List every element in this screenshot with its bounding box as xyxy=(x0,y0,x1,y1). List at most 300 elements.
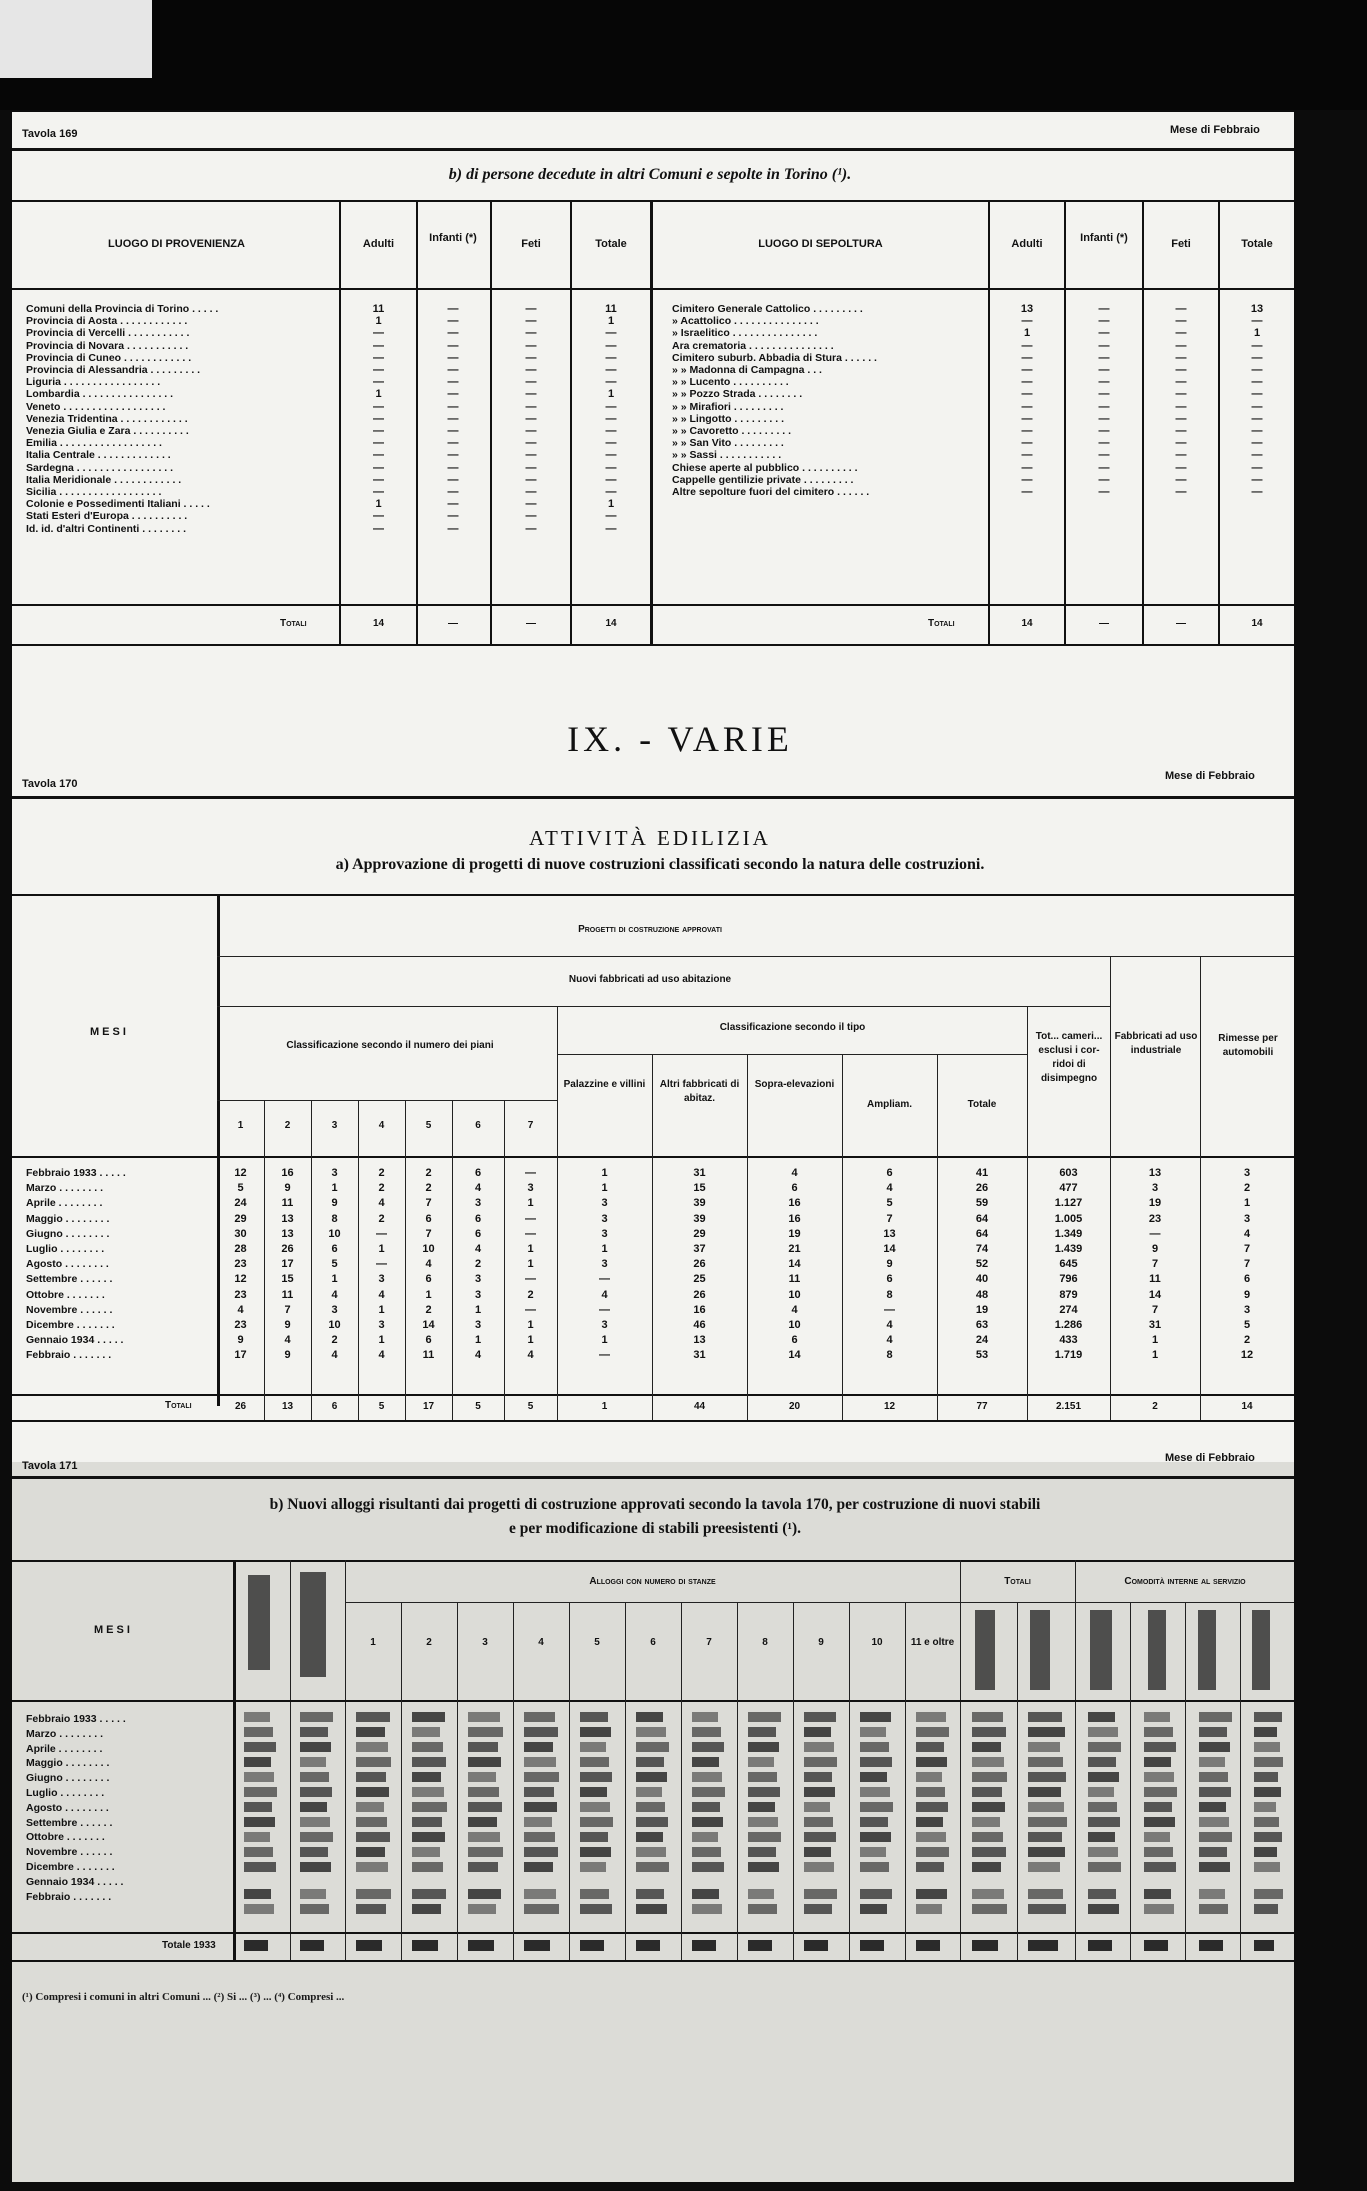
illegible-cell xyxy=(524,1757,556,1767)
rule xyxy=(12,1156,1294,1158)
t171-total-label: Totale 1933 xyxy=(162,1940,216,1951)
cell: 28 xyxy=(234,1243,247,1256)
illegible-cell xyxy=(748,1757,774,1767)
illegible-cell xyxy=(356,1802,384,1812)
illegible-cell xyxy=(804,1787,835,1797)
cell: 1 xyxy=(607,388,615,401)
cell: — xyxy=(1175,473,1187,486)
header-totale-2: Totale xyxy=(1241,238,1273,250)
illegible-cell xyxy=(524,1712,555,1722)
illegible-cell xyxy=(244,1757,271,1767)
illegible-cell xyxy=(524,1787,554,1797)
rule xyxy=(345,1602,1294,1603)
cell: — xyxy=(1098,473,1110,486)
illegible-cell xyxy=(916,1787,945,1797)
cell: — xyxy=(525,461,537,474)
cell: — xyxy=(605,473,617,486)
month-row: Febbraio . . . . . . . xyxy=(26,1890,112,1903)
illegible-cell xyxy=(804,1904,832,1914)
room-number-header: 10 xyxy=(871,1637,883,1648)
cell: 39 xyxy=(693,1212,706,1225)
illegible-cell xyxy=(580,1889,609,1899)
cell: — xyxy=(525,351,537,364)
attivita-edilizia-heading: ATTIVITÀ EDILIZIA xyxy=(529,826,771,850)
cell: — xyxy=(373,473,384,486)
illegible-cell xyxy=(1254,1847,1277,1857)
cell: — xyxy=(373,376,384,389)
cell: 6 xyxy=(474,1227,482,1240)
cell: 16 xyxy=(281,1167,294,1179)
cell: — xyxy=(447,388,459,401)
floor-column xyxy=(358,1166,405,1364)
provenance-list xyxy=(26,303,218,535)
burial-row: » » Sassi . . . . . . . . . . . xyxy=(672,449,782,462)
room-number-header: 2 xyxy=(426,1637,432,1648)
illegible-cell xyxy=(1254,1757,1283,1767)
illegible-cell xyxy=(300,1772,329,1782)
illegible-total xyxy=(804,1940,828,1951)
cell: — xyxy=(605,425,617,438)
cell: 1.719 xyxy=(1054,1349,1083,1362)
cell: 26 xyxy=(281,1243,294,1256)
total-adults: 14 xyxy=(372,618,385,629)
cell: 645 xyxy=(1059,1258,1078,1271)
illegible-cell xyxy=(1144,1817,1175,1827)
cell: — xyxy=(1175,449,1187,462)
cell: 9 xyxy=(284,1182,291,1195)
provenance-row: Sicilia . . . . . . . . . . . . . . . . . . xyxy=(26,486,162,499)
illegible-cell xyxy=(1144,1802,1172,1812)
illegible-cell xyxy=(1199,1862,1230,1872)
provenance-row: Liguria . . . . . . . . . . . . . . . . . xyxy=(26,376,161,389)
illegible-cell xyxy=(356,1712,390,1722)
cell: — xyxy=(525,1303,536,1316)
illegible-cell xyxy=(524,1772,559,1782)
month-row: Novembre . . . . . . xyxy=(26,1303,113,1316)
illegible-cell xyxy=(748,1904,777,1914)
cell: 1 xyxy=(378,1334,385,1347)
burial-row: Cimitero Generale Cattolico . . . . . . . . . xyxy=(672,303,863,315)
cell: — xyxy=(447,437,459,450)
cell: — xyxy=(373,510,384,523)
cell: 1.439 xyxy=(1054,1243,1083,1256)
cell: — xyxy=(525,412,537,425)
illegible-cell xyxy=(468,1832,500,1842)
illegible-cell xyxy=(972,1862,1001,1872)
illegible-cell xyxy=(636,1862,669,1872)
illegible-cell xyxy=(692,1847,721,1857)
rule xyxy=(12,1394,1294,1396)
provenance-row: Colonie e Possedimenti Italiani . . . . . xyxy=(26,498,210,511)
cell: — xyxy=(605,449,617,462)
month-row: Dicembre . . . . . . . xyxy=(26,1860,115,1873)
cell: — xyxy=(1251,388,1263,401)
illegible-cell xyxy=(1254,1802,1276,1812)
cell: 74 xyxy=(975,1243,989,1256)
totals-header: Totali xyxy=(1004,1576,1031,1587)
cell: 31 xyxy=(693,1167,706,1179)
cell: 3 xyxy=(378,1319,385,1332)
illegible-cell xyxy=(972,1757,1004,1767)
month-row: Dicembre . . . . . . . xyxy=(26,1319,115,1332)
illegible-cell xyxy=(468,1889,501,1899)
month-row: Ottobre . . . . . . . xyxy=(26,1831,105,1844)
totali-label: Totali xyxy=(280,618,307,629)
cell: 8 xyxy=(886,1349,893,1362)
cell: — xyxy=(373,522,384,535)
total-infants: — xyxy=(448,618,458,629)
cell: — xyxy=(1021,339,1033,352)
type-header: Altri fabbricati di abitaz. xyxy=(659,1079,740,1104)
cell: — xyxy=(373,327,384,340)
illegible-cell xyxy=(412,1712,445,1722)
illegible-cell xyxy=(524,1817,552,1827)
illegible-cell xyxy=(636,1787,662,1797)
illegible-cell xyxy=(1254,1787,1281,1797)
cell: — xyxy=(599,1349,610,1362)
provenance-row: Provincia di Alessandria . . . . . . . . . xyxy=(26,364,201,377)
cell: — xyxy=(447,510,459,523)
cell: 3 xyxy=(474,1197,482,1210)
illegible-cell xyxy=(244,1832,270,1842)
illegible-total xyxy=(860,1940,884,1951)
cell: — xyxy=(373,400,384,413)
cell: 7 xyxy=(1151,1303,1159,1316)
cell: — xyxy=(605,327,617,340)
t171-title-2: e per modificazione di stabili preesistenti (¹). xyxy=(508,1520,802,1537)
adults-column xyxy=(341,303,416,535)
adults-column-2 xyxy=(990,303,1064,498)
illegible-cell xyxy=(860,1817,888,1827)
floor-column xyxy=(217,1166,264,1364)
illegible-cell xyxy=(412,1832,445,1842)
cell: 1 xyxy=(375,388,382,401)
burial-row: » » Madonna di Campagna . . . xyxy=(672,364,822,377)
illegible-cell xyxy=(580,1712,608,1722)
cell: — xyxy=(605,339,617,352)
cell: 4 xyxy=(331,1288,338,1301)
cell: 1 xyxy=(331,1273,338,1286)
provenance-row: Comuni della Provincia di Torino . . . . . xyxy=(26,303,219,315)
burial-row: » » San Vito . . . . . . . . . xyxy=(672,437,784,450)
illegible-cell xyxy=(580,1802,610,1812)
cell: — xyxy=(1251,486,1263,499)
rule xyxy=(12,1560,1294,1562)
cell: — xyxy=(525,486,537,499)
provenance-row: Italia Meridionale . . . . . . . . . . . . xyxy=(26,473,182,486)
illegible-cell xyxy=(916,1889,947,1899)
illegible-cell xyxy=(748,1727,776,1737)
cell: 1 xyxy=(1243,1197,1251,1210)
scan-border-top xyxy=(0,0,1367,110)
provenance-row: Id. id. d'altri Continenti . . . . . . . . xyxy=(26,522,186,535)
cell: — xyxy=(1098,400,1110,413)
illegible-cell xyxy=(468,1742,498,1752)
cell: — xyxy=(447,449,459,462)
col-divider xyxy=(1240,1602,1241,1960)
illegible-total xyxy=(636,1940,660,1951)
cell: — xyxy=(1021,412,1033,425)
illegible-cell xyxy=(524,1862,553,1872)
illegible-cell xyxy=(692,1832,718,1842)
col-divider xyxy=(849,1602,850,1960)
month-ref-169: Mese di Febbraio xyxy=(1170,124,1260,136)
cell: — xyxy=(599,1273,610,1286)
provenance-row: Sardegna . . . . . . . . . . . . . . . . . xyxy=(26,461,174,474)
cell: — xyxy=(1251,437,1263,450)
floor-number-header: 6 xyxy=(475,1120,481,1131)
cell: 2 xyxy=(378,1167,385,1179)
illegible-cell xyxy=(244,1742,276,1752)
illegible-cell xyxy=(244,1862,276,1872)
cell: 12 xyxy=(234,1273,247,1286)
cell: 1 xyxy=(331,1182,338,1195)
illegible-cell xyxy=(748,1772,777,1782)
floors-header: Classificazione secondo il numero dei piani xyxy=(286,1040,494,1051)
cell: 4 xyxy=(886,1182,893,1195)
room-number-header: 6 xyxy=(650,1637,656,1648)
cell: — xyxy=(1098,351,1110,364)
cell: — xyxy=(373,339,384,352)
col-divider xyxy=(401,1602,402,1960)
cell: — xyxy=(447,376,459,389)
illegible-cell xyxy=(1088,1847,1118,1857)
cell: — xyxy=(1251,412,1263,425)
header-adulti-2: Adulti xyxy=(1011,238,1043,250)
illegible-cell xyxy=(412,1847,440,1857)
cell: — xyxy=(447,327,459,340)
cell: 8 xyxy=(331,1212,338,1225)
cell: — xyxy=(525,400,537,413)
cell: 64 xyxy=(975,1227,989,1240)
cell: — xyxy=(447,522,459,535)
rule xyxy=(12,1932,1294,1934)
illegible-cell xyxy=(860,1727,886,1737)
burial-row: Altre sepolture fuori del cimitero . . . . . . xyxy=(672,486,870,499)
cell: — xyxy=(1098,437,1110,450)
cell: 6 xyxy=(886,1273,893,1286)
illegible-cell xyxy=(636,1832,663,1842)
cell: 1 xyxy=(1151,1334,1159,1347)
illegible-cell xyxy=(524,1802,557,1812)
cell: 63 xyxy=(975,1319,989,1332)
cell: — xyxy=(447,498,459,511)
cell: — xyxy=(1175,388,1187,401)
cell: — xyxy=(525,1273,536,1286)
cell: 6 xyxy=(1243,1273,1251,1286)
illegible-cell xyxy=(860,1802,893,1812)
cell: 1.127 xyxy=(1054,1197,1083,1210)
illegible-total xyxy=(1254,1940,1274,1951)
col-divider xyxy=(1185,1602,1186,1960)
illegible-cell xyxy=(748,1862,779,1872)
illegible-cell xyxy=(300,1862,331,1872)
cell: 13 xyxy=(1148,1167,1162,1179)
illegible-cell xyxy=(356,1817,387,1827)
illegible-cell xyxy=(580,1832,608,1842)
type-column xyxy=(842,1166,937,1364)
cell: 15 xyxy=(693,1182,706,1195)
cell: — xyxy=(1021,315,1033,328)
cell: 14 xyxy=(788,1349,801,1362)
cell: 3 xyxy=(601,1212,608,1225)
illegible-cell xyxy=(468,1862,498,1872)
cell: — xyxy=(1251,425,1263,438)
cell: 9 xyxy=(1243,1288,1251,1301)
illegible-cell xyxy=(804,1802,830,1812)
illegible-cell xyxy=(468,1727,503,1737)
illegible-cell xyxy=(804,1772,832,1782)
type-header: Totale xyxy=(967,1099,997,1110)
cell: 4 xyxy=(331,1349,338,1362)
illegible-cell xyxy=(916,1847,949,1857)
illegible-total xyxy=(244,1940,268,1951)
cell: 1 xyxy=(1151,1349,1159,1362)
illegible-cell xyxy=(636,1742,669,1752)
illegible-cell xyxy=(748,1889,774,1899)
t171-title-1: b) Nuovi alloggi risultanti dai progetti di costruzione approvati secondo la tavola 170, per costruzione di nuovi stabili xyxy=(269,1496,1041,1513)
illegible-cell xyxy=(1144,1742,1176,1752)
floor-column xyxy=(311,1166,358,1364)
illegible-cell xyxy=(972,1787,1002,1797)
cell: 23 xyxy=(234,1319,247,1332)
header-sepoltura: LUOGO DI SEPOLTURA xyxy=(758,238,883,250)
cell: 1 xyxy=(527,1243,534,1256)
month-row: Maggio . . . . . . . . xyxy=(26,1212,110,1225)
month-row: Aprile . . . . . . . . xyxy=(26,1742,103,1755)
cell: — xyxy=(525,1167,536,1179)
cell: 9 xyxy=(1151,1243,1159,1256)
cell: 1 xyxy=(474,1334,482,1347)
cell: 17 xyxy=(234,1349,247,1362)
illegible-cell xyxy=(916,1757,947,1767)
cell: — xyxy=(605,364,617,377)
illegible-cell xyxy=(1199,1802,1226,1812)
cell: — xyxy=(1021,364,1033,377)
rotated-header-label xyxy=(248,1575,270,1670)
header-adulti: Adulti xyxy=(362,238,395,250)
cell: 1 xyxy=(601,1334,608,1347)
illegible-cell xyxy=(1088,1742,1121,1752)
cell: 1.005 xyxy=(1054,1212,1083,1225)
illegible-total xyxy=(1028,1940,1058,1951)
cell: 4 xyxy=(527,1349,534,1362)
illegible-cell xyxy=(692,1889,719,1899)
cell: 3 xyxy=(601,1258,608,1271)
col-divider xyxy=(1075,1560,1076,1960)
total-adults-2: 14 xyxy=(1021,618,1033,629)
illegible-cell xyxy=(1199,1772,1228,1782)
col-divider xyxy=(233,1560,236,1960)
cell: 19 xyxy=(788,1227,801,1240)
month-row: Settembre . . . . . . xyxy=(26,1816,113,1829)
t170-subtitle: a) Approvazione di progetti di nuove costruzioni classificati secondo la natura delle costruzioni. xyxy=(335,856,985,873)
cell: 29 xyxy=(234,1212,247,1225)
cell: 7 xyxy=(425,1197,432,1210)
part-b-title: b) di persone decedute in altri Comuni e sepolte in Torino (¹). xyxy=(448,166,852,183)
illegible-cell xyxy=(692,1862,724,1872)
cell: 19 xyxy=(1148,1197,1162,1210)
cell: 1 xyxy=(601,1167,608,1179)
rule xyxy=(12,644,1294,646)
illegible-cell xyxy=(412,1727,440,1737)
illegible-cell xyxy=(692,1727,721,1737)
cell: 1 xyxy=(607,498,615,511)
illegible-cell xyxy=(1088,1757,1116,1767)
cell: 14 xyxy=(1148,1288,1162,1301)
illegible-cell xyxy=(412,1742,443,1752)
col-divider xyxy=(569,1602,570,1960)
cell: — xyxy=(525,376,537,389)
nuovi-fabbricati-header: Nuovi fabbricati ad uso abitazione xyxy=(568,974,732,985)
provenance-row: Stati Esteri d'Europa . . . . . . . . . . xyxy=(26,510,188,523)
rule xyxy=(12,796,1294,799)
month-row: Gennaio 1934 . . . . . xyxy=(26,1334,124,1347)
illegible-cell xyxy=(1144,1904,1174,1914)
cell: 53 xyxy=(975,1349,989,1362)
t170-months-list xyxy=(26,1166,126,1364)
cell: 16 xyxy=(788,1212,801,1225)
cell: 26 xyxy=(693,1288,706,1301)
cell: 21 xyxy=(788,1243,801,1256)
cell: — xyxy=(599,1303,610,1316)
illegible-cell xyxy=(1254,1712,1282,1722)
illegible-cell xyxy=(468,1847,503,1857)
rule xyxy=(217,1006,1110,1007)
garage-header: Rimesse per automobili xyxy=(1218,1033,1278,1058)
illegible-cell xyxy=(300,1904,329,1914)
floor-number-header: 2 xyxy=(284,1120,291,1131)
cell: 1 xyxy=(607,315,615,328)
cell: 17 xyxy=(281,1258,294,1271)
table-ref-170: Tavola 170 xyxy=(22,778,78,790)
illegible-cell xyxy=(1199,1847,1227,1857)
cell: 1.286 xyxy=(1054,1319,1083,1332)
illegible-cell xyxy=(1199,1904,1228,1914)
illegible-cell xyxy=(748,1787,780,1797)
totali-label-2: Totali xyxy=(928,618,955,629)
total-cell: 44 xyxy=(693,1401,706,1412)
illegible-cell xyxy=(244,1802,272,1812)
cell: — xyxy=(447,351,459,364)
cell: — xyxy=(525,339,537,352)
provenance-row: Provincia di Cuneo . . . . . . . . . . . . xyxy=(26,351,192,364)
month-row: Febbraio . . . . . . . xyxy=(26,1349,112,1362)
illegible-cell xyxy=(412,1817,442,1827)
illegible-cell xyxy=(916,1772,942,1782)
illegible-cell xyxy=(300,1742,331,1752)
cell: 2 xyxy=(331,1334,338,1347)
cell: — xyxy=(447,339,459,352)
total-cell: 13 xyxy=(281,1401,294,1412)
rotated-header-label xyxy=(1148,1610,1166,1690)
cell: 6 xyxy=(425,1334,432,1347)
cell: — xyxy=(1098,486,1110,499)
cell: 6 xyxy=(474,1167,482,1179)
cell: — xyxy=(1021,437,1033,450)
cell: 1 xyxy=(601,1243,608,1256)
month-row: Febbraio 1933 . . . . . xyxy=(26,1167,126,1179)
illegible-cell xyxy=(636,1904,667,1914)
footnote: (¹) Compresi i comuni in altri Comuni ... (²) Si ... (³) ... (⁴) Compresi ... xyxy=(22,1991,345,2003)
cell: — xyxy=(447,315,459,328)
cell: — xyxy=(605,486,617,499)
cell: — xyxy=(605,437,617,450)
illegible-cell xyxy=(1028,1772,1066,1782)
burial-row: » » Cavoretto . . . . . . . . . xyxy=(672,425,792,438)
cell: — xyxy=(525,1227,536,1240)
garages-column xyxy=(1200,1166,1294,1364)
